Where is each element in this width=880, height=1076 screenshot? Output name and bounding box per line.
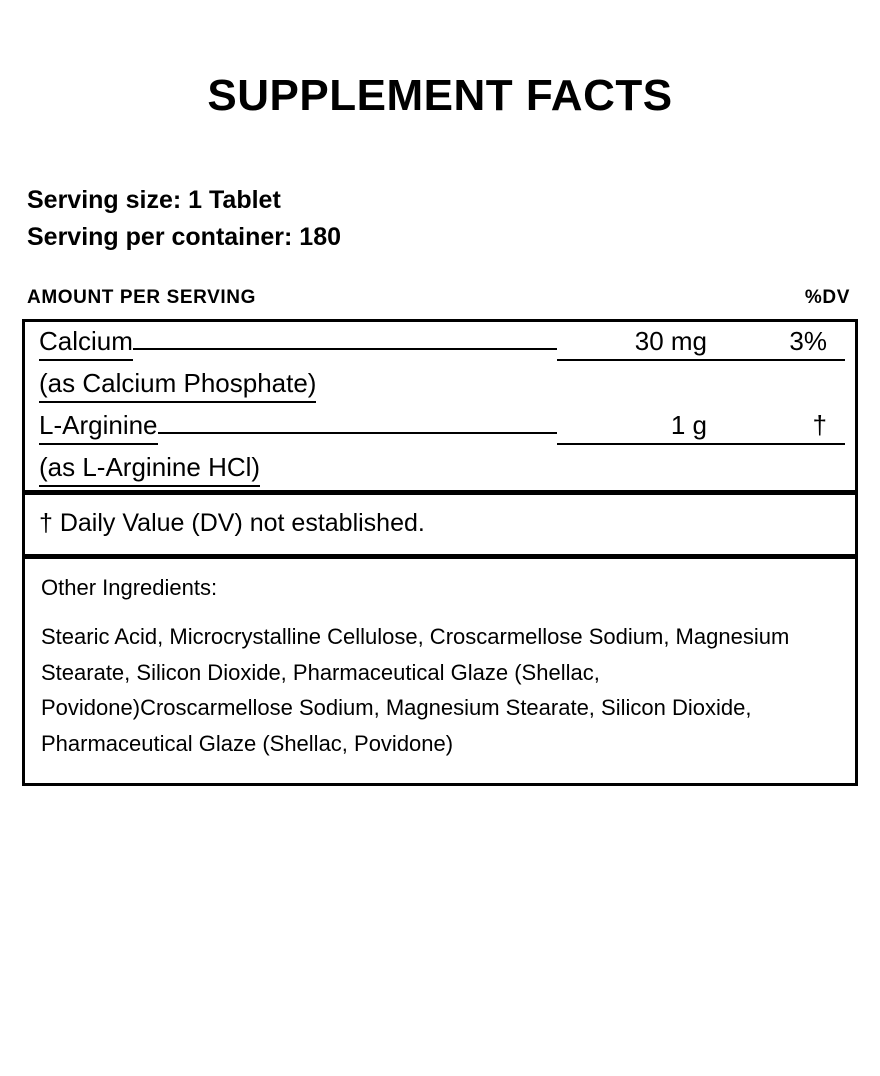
nutrient-source: [25, 366, 855, 406]
table-row: [25, 406, 855, 450]
row-spacer: [158, 430, 557, 434]
table-row: [25, 322, 855, 366]
nutrient-amount: 30 mg: [557, 326, 707, 361]
serving-info: [22, 182, 858, 255]
nutrient-source-text: (as Calcium Phosphate): [39, 368, 316, 403]
servings-per-container-text: Serving per container: 180: [27, 222, 342, 251]
row-spacer: [133, 346, 557, 350]
other-ingredients-body: Stearic Acid, Microcrystalline Cellulose, Croscarmellose Sodium, Magnesium Stearate, Silicon Dioxide, Pharmaceutical Glaze (Shellac, Povidone)Croscarmellose Sodium, Magnesium Stearate, Silicon Dioxide, Pharmaceutical Glaze (Shellac, Povidone): [41, 623, 790, 756]
nutrient-dv: 3%: [707, 326, 845, 361]
nutrient-section: [25, 322, 855, 495]
footnote: † Daily Value (DV) not established.: [25, 495, 855, 559]
nutrient-name: Calcium: [39, 326, 133, 361]
supplement-facts-label: [0, 72, 880, 1076]
facts-box: [22, 319, 858, 787]
serving-size-text: Serving size: 1 Tablet: [27, 186, 281, 215]
nutrient-source-text: (as L-Arginine HCl): [39, 452, 260, 487]
nutrient-source: [25, 450, 855, 490]
amount-per-serving-header: AMOUNT PER SERVING: [27, 286, 256, 308]
nutrient-amount: 1 g: [557, 410, 707, 445]
nutrient-dv: †: [707, 410, 845, 445]
page-title: SUPPLEMENT FACTS: [207, 71, 673, 120]
column-headers: [22, 287, 858, 309]
other-ingredients-section: [25, 559, 855, 784]
nutrient-name: L-Arginine: [39, 410, 158, 445]
other-ingredients-title: Other Ingredients:: [41, 574, 218, 600]
daily-value-header: %DV: [804, 286, 850, 308]
